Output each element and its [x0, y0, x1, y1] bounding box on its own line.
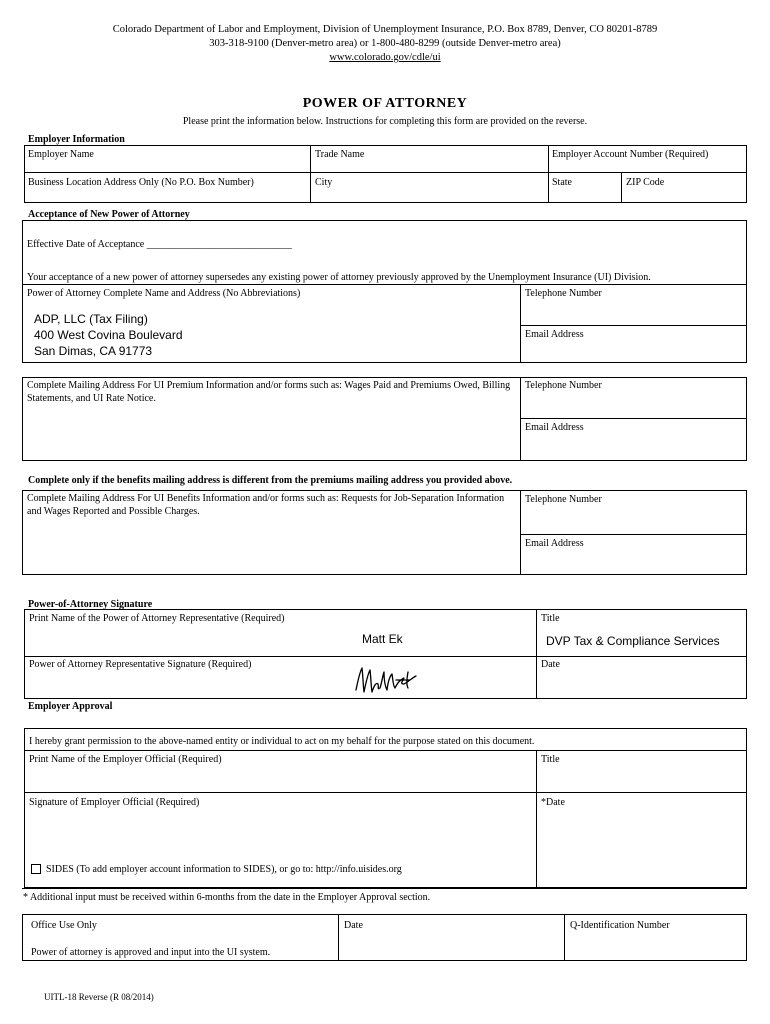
premium-telephone-field[interactable]: Telephone Number [525, 380, 602, 391]
benefits-note: Complete only if the benefits mailing address is different from the premiums mailing address you provided above. [28, 475, 513, 486]
poa-date-field[interactable]: Date [541, 659, 560, 670]
benefits-mailing-label[interactable]: Complete Mailing Address For UI Benefits Information and/or forms such as: Requests for Job-Separation Information and Wages Reported and Possible Charges. [27, 493, 505, 517]
office-col2 [564, 914, 565, 961]
poa-signature-col [536, 609, 537, 699]
approval-bottom-line [22, 888, 747, 889]
acceptance-notice: Your acceptance of a new power of attorney supersedes any existing power of attorney previously approved by the Unemployment Insurance (UI) Division. [27, 272, 651, 283]
office-use-label: Office Use Only [31, 920, 97, 931]
poa-print-name-label: Print Name of the Power of Attorney Representative (Required) [29, 613, 285, 624]
account-number-field[interactable]: Employer Account Number (Required) [552, 149, 709, 160]
zip-field[interactable]: ZIP Code [626, 177, 665, 188]
employer-signature-field[interactable]: Signature of Employer Official (Required) [29, 797, 200, 808]
employer-print-name-label[interactable]: Print Name of the Employer Official (Required) [29, 754, 222, 765]
acceptance-heading: Acceptance of New Power of Attorney [28, 209, 190, 220]
employer-info-col1 [310, 145, 311, 203]
employer-title-field[interactable]: Title [541, 754, 560, 765]
agency-address: Colorado Department of Labor and Employment, Division of Unemployment Insurance, P.O. Box 8789, Denver, CO 80201-8789 [112, 24, 658, 35]
q-identification-label: Q-Identification Number [570, 920, 670, 931]
approval-divider-1 [24, 750, 747, 751]
form-instructions: Please print the information below. Instructions for completing this form are provided on the reverse. [182, 116, 588, 127]
poa-name-value[interactable]: Matt Ek [362, 632, 403, 646]
acceptance-col [520, 284, 521, 363]
premium-contact-divider [520, 418, 747, 419]
poa-title-label: Title [541, 613, 560, 624]
premium-email-field[interactable]: Email Address [525, 422, 584, 433]
benefits-telephone-field[interactable]: Telephone Number [525, 494, 602, 505]
sides-checkbox[interactable] [31, 864, 41, 874]
employer-date-field[interactable]: *Date [541, 797, 565, 808]
poa-signature-label: Power of Attorney Representative Signature (Required) [29, 659, 252, 670]
employer-info-divider [24, 172, 747, 173]
office-date-label: Date [344, 920, 363, 931]
agency-phone: 303-318-9100 (Denver-metro area) or 1-800-480-8299 (outside Denver-metro area) [209, 38, 561, 49]
business-address-field[interactable]: Business Location Address Only (No P.O. Box Number) [28, 177, 254, 188]
benefits-email-field[interactable]: Email Address [525, 538, 584, 549]
trade-name-field[interactable]: Trade Name [315, 149, 365, 160]
approval-divider-2 [24, 792, 747, 793]
poa-handwritten-signature [352, 662, 422, 696]
employer-info-col3 [621, 172, 622, 203]
poa-signature-divider [24, 656, 747, 657]
acceptance-contact-divider [520, 325, 747, 326]
form-code: UITL-18 Reverse (R 08/2014) [44, 992, 154, 1002]
poa-signature-heading: Power-of-Attorney Signature [28, 599, 153, 610]
sides-label: SIDES (To add employer account information to SIDES), or go to: http://info.uisides.org [46, 864, 402, 875]
form-title: POWER OF ATTORNEY [302, 96, 468, 111]
benefits-col [520, 490, 521, 575]
employer-approval-heading: Employer Approval [28, 701, 113, 712]
city-field[interactable]: City [315, 177, 333, 188]
employer-info-col2 [548, 145, 549, 203]
agency-url[interactable]: www.colorado.gov/cdle/ui [329, 52, 441, 63]
poa-address-line3[interactable]: San Dimas, CA 91773 [34, 344, 153, 358]
poa-telephone-field[interactable]: Telephone Number [525, 288, 602, 299]
poa-email-field[interactable]: Email Address [525, 329, 584, 340]
poa-address-line2[interactable]: 400 West Covina Boulevard [34, 328, 183, 342]
footnote: * Additional input must be received within 6-months from the date in the Employer Approval section. [23, 892, 431, 903]
benefits-contact-divider [520, 534, 747, 535]
employer-info-heading: Employer Information [28, 134, 125, 145]
premium-mailing-label[interactable]: Complete Mailing Address For UI Premium Information and/or forms such as: Wages Paid and Premiums Owed, Billing Statements, and UI Rate Notice. [27, 380, 511, 404]
poa-address-line1[interactable]: ADP, LLC (Tax Filing) [34, 312, 148, 326]
premium-col [520, 377, 521, 461]
effective-date-field[interactable]: Effective Date of Acceptance _____________________________ [27, 239, 292, 250]
poa-title-value[interactable]: DVP Tax & Compliance Services [546, 634, 720, 648]
state-field[interactable]: State [552, 177, 572, 188]
office-approved-text: Power of attorney is approved and input into the UI system. [31, 947, 271, 958]
grant-statement: I hereby grant permission to the above-named entity or individual to act on my behalf for the purpose stated on this document. [29, 736, 535, 747]
office-col1 [338, 914, 339, 961]
acceptance-divider [22, 284, 747, 285]
poa-name-label: Power of Attorney Complete Name and Address (No Abbreviations) [27, 288, 301, 299]
employer-name-field[interactable]: Employer Name [28, 149, 94, 160]
approval-col [536, 750, 537, 888]
